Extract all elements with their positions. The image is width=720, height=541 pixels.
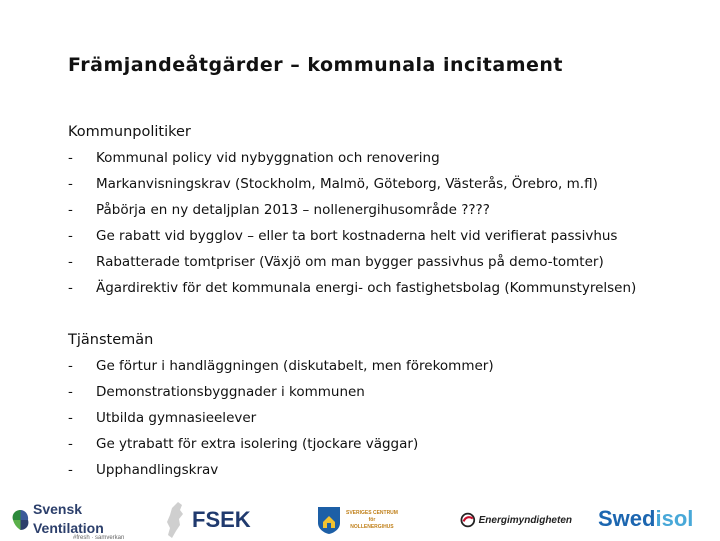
dash-marker: -: [68, 150, 73, 166]
list-item-text: Rabatterade tomtpriser (Växjö om man bygger passivhus på demo-tomter): [96, 254, 604, 270]
dash-marker: -: [68, 384, 73, 400]
list-item: [68, 254, 604, 270]
svensk-ventilation-icon: [8, 505, 33, 535]
list-item-text: Kommunal policy vid nybyggnation och renovering: [96, 150, 440, 166]
section-heading-kommunpolitiker: Kommunpolitiker: [68, 124, 191, 140]
list-item: [68, 462, 218, 478]
sveriges-centrum-line3: NOLLENERGIHUS: [350, 523, 394, 530]
energimyndigheten-name: Energimyndigheten: [478, 514, 572, 526]
list-item-text: Ge ytrabatt för extra isolering (tjockare väggar): [96, 436, 419, 452]
list-item: [68, 410, 256, 426]
energimyndigheten-icon: [460, 509, 476, 531]
list-item-text: Ge rabatt vid bygglov – eller ta bort kostnaderna helt vid verifierat passivhus: [96, 228, 618, 244]
fsek-name: FSEK: [192, 507, 251, 532]
dash-marker: -: [68, 202, 73, 218]
svensk-ventilation-logo: [8, 500, 136, 540]
dash-marker: -: [68, 254, 73, 270]
section-heading-tjanstemAn: Tjänstemän: [68, 332, 154, 348]
energimyndigheten-logo: [460, 500, 572, 540]
list-item-text: Ge förtur i handläggningen (diskutabelt, men förekommer): [96, 358, 494, 374]
list-item-text: Utbilda gymnasieelever: [96, 410, 257, 426]
list-item: [68, 384, 365, 400]
sweden-map-icon: [162, 501, 188, 539]
swedisol-logo: [598, 500, 714, 540]
dash-marker: -: [68, 280, 73, 296]
sveriges-centrum-line1: SVERIGES CENTRUM: [346, 509, 398, 516]
swedisol-part2: isol: [655, 506, 694, 531]
list-item: [68, 436, 418, 452]
sveriges-centrum-logo: [316, 500, 408, 540]
list-item: [68, 202, 490, 218]
dash-marker: -: [68, 410, 73, 426]
list-item: [68, 176, 598, 192]
dash-marker: -: [68, 436, 73, 452]
dash-marker: -: [68, 358, 73, 374]
list-item-text: Markanvisningskrav (Stockholm, Malmö, Göteborg, Västerås, Örebro, m.fl): [96, 176, 598, 192]
dash-marker: -: [68, 176, 73, 192]
logo-strip: [0, 500, 720, 540]
house-shield-icon: [316, 505, 342, 535]
list-item-text: Upphandlingskrav: [96, 462, 219, 478]
page-title: Främjandeåtgärder – kommunala incitament: [68, 54, 563, 76]
list-item-text: Demonstrationsbyggnader i kommunen: [96, 384, 365, 400]
list-item: [68, 228, 617, 244]
list-item: [68, 280, 636, 296]
dash-marker: -: [68, 462, 73, 478]
list-item-text: Påbörja en ny detaljplan 2013 – nollenergihusområde ????: [96, 202, 490, 218]
list-item: [68, 358, 494, 374]
sveriges-centrum-line2: för: [368, 516, 376, 523]
swedisol-part1: Swed: [598, 506, 656, 531]
dash-marker: -: [68, 228, 73, 244]
list-item: [68, 150, 440, 166]
svensk-ventilation-sub: #fresh · samverkan: [72, 535, 125, 541]
list-item-text: Ägardirektiv för det kommunala energi- och fastighetsbolag (Kommunstyrelsen): [96, 280, 637, 296]
fsek-logo: [162, 500, 262, 540]
svensk-ventilation-name: Svensk Ventilation: [32, 501, 104, 536]
